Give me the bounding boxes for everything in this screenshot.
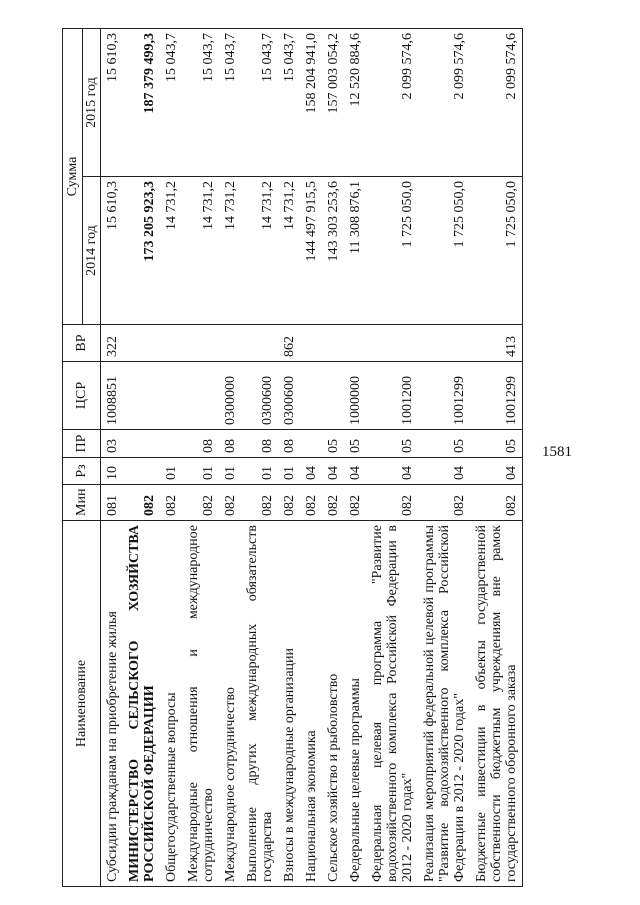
cell-pr: 05 (418, 430, 470, 458)
table-row (300, 29, 322, 887)
cell-rz: 04 (418, 458, 470, 485)
cell-rz: 04 (366, 458, 418, 485)
cell-pr: 08 (182, 430, 219, 458)
cell-min: 081 (101, 485, 124, 521)
cell-min: 082 (344, 485, 366, 521)
cell-min: 082 (182, 485, 219, 521)
cell-min: 082 (278, 485, 300, 521)
cell-rz: 01 (241, 458, 278, 485)
cell-vr (418, 325, 470, 362)
cell-csr: 1001299 (418, 362, 470, 430)
cell-csr: 0300600 (278, 362, 300, 430)
cell-sum-2014: 14 731,2 (278, 177, 300, 325)
cell-sum-2015: 2 099 574,6 (470, 29, 523, 177)
cell-vr (241, 325, 278, 362)
cell-rz: 04 (470, 458, 523, 485)
cell-sum-2015: 157 003 054,2 (322, 29, 344, 177)
rotated-page (62, 29, 532, 887)
cell-csr (182, 362, 219, 430)
cell-sum-2015: 15 610,3 (101, 29, 124, 177)
header-vr: ВР (63, 325, 101, 362)
cell-rz: 01 (160, 458, 182, 485)
cell-csr: 1000000 (344, 362, 366, 430)
cell-sum-2014: 1 725 050,0 (366, 177, 418, 325)
cell-pr: 08 (219, 430, 241, 458)
cell-name: Взносы в международные организации (278, 521, 300, 887)
cell-name: Бюджетные инвестиции в объекты государственной собственности бюджетным учреждениям вне рамок государственного оборонного заказа (470, 521, 523, 887)
cell-name: Национальная экономика (300, 521, 322, 887)
header-min: Мин (63, 485, 101, 521)
cell-sum-2014: 1 725 050,0 (470, 177, 523, 325)
cell-pr (160, 430, 182, 458)
cell-vr (160, 325, 182, 362)
cell-min: 082 (219, 485, 241, 521)
table-row (241, 29, 278, 887)
cell-vr: 413 (470, 325, 523, 362)
cell-name: Федеральная целевая программа "Развитие водохозяйственного комплекса Российской Федерации в 2012 - 2020 годах" (366, 521, 418, 887)
page-number: 1581 (542, 444, 572, 460)
cell-sum-2014: 14 731,2 (160, 177, 182, 325)
cell-name: Федеральные целевые программы (344, 521, 366, 887)
cell-min: 082 (241, 485, 278, 521)
cell-min: 082 (366, 485, 418, 521)
cell-csr: 1001299 (470, 362, 523, 430)
table-body (101, 29, 523, 887)
cell-csr (123, 362, 160, 430)
header-pr: ПР (63, 430, 101, 458)
cell-vr (344, 325, 366, 362)
cell-pr: 08 (241, 430, 278, 458)
cell-name: МИНИСТЕРСТВО СЕЛЬСКОГО ХОЗЯЙСТВА РОССИЙСКОЙ ФЕДЕРАЦИИ (123, 521, 160, 887)
cell-name: Реализация мероприятий федеральной целевой программы "Развитие водохозяйственного комплекса Российской Федерации в 2012 - 2020 годах" (418, 521, 470, 887)
header-2015: 2015 год (83, 29, 101, 177)
cell-sum-2015: 15 043,7 (278, 29, 300, 177)
cell-sum-2015: 158 204 941,0 (300, 29, 322, 177)
cell-pr: 05 (322, 430, 344, 458)
cell-name: Международное сотрудничество (219, 521, 241, 887)
cell-vr (322, 325, 344, 362)
cell-rz: 04 (344, 458, 366, 485)
cell-rz: 04 (322, 458, 344, 485)
table-row (160, 29, 182, 887)
cell-name: Субсидии гражданам на приобретение жилья (101, 521, 124, 887)
cell-csr: 0300000 (219, 362, 241, 430)
cell-vr: 322 (101, 325, 124, 362)
cell-vr (366, 325, 418, 362)
cell-vr (123, 325, 160, 362)
header-sum: Сумма (63, 29, 83, 325)
cell-rz: 04 (300, 458, 322, 485)
cell-pr: 05 (470, 430, 523, 458)
header-rz: Рз (63, 458, 101, 485)
header-name: Наименование (63, 521, 101, 887)
cell-name: Международные отношения и международное сотрудничество (182, 521, 219, 887)
cell-sum-2015: 2 099 574,6 (418, 29, 470, 177)
cell-name: Выполнение других международных обязательств государства (241, 521, 278, 887)
cell-rz (123, 458, 160, 485)
cell-sum-2015: 12 520 884,6 (344, 29, 366, 177)
cell-vr (219, 325, 241, 362)
table-row (123, 29, 160, 887)
table-row (366, 29, 418, 887)
cell-pr (300, 430, 322, 458)
cell-min: 082 (322, 485, 344, 521)
cell-sum-2014: 14 731,2 (241, 177, 278, 325)
table-row (418, 29, 470, 887)
cell-vr (300, 325, 322, 362)
cell-sum-2015: 2 099 574,6 (366, 29, 418, 177)
cell-name: Общегосударственные вопросы (160, 521, 182, 887)
cell-rz: 01 (182, 458, 219, 485)
header-csr: ЦСР (63, 362, 101, 430)
cell-csr (160, 362, 182, 430)
cell-csr (300, 362, 322, 430)
table-row (278, 29, 300, 887)
cell-sum-2015: 15 043,7 (219, 29, 241, 177)
cell-sum-2014: 14 731,2 (219, 177, 241, 325)
cell-sum-2014: 11 308 876,1 (344, 177, 366, 325)
table-row (322, 29, 344, 887)
cell-name: Сельское хозяйство и рыболовство (322, 521, 344, 887)
cell-vr (182, 325, 219, 362)
cell-sum-2014: 14 731,2 (182, 177, 219, 325)
cell-sum-2014: 173 205 923,3 (123, 177, 160, 325)
cell-sum-2014: 143 303 253,6 (322, 177, 344, 325)
cell-min: 082 (418, 485, 470, 521)
cell-pr: 08 (278, 430, 300, 458)
cell-sum-2015: 187 379 499,3 (123, 29, 160, 177)
table-row (101, 29, 124, 887)
cell-sum-2014: 15 610,3 (101, 177, 124, 325)
cell-sum-2015: 15 043,7 (182, 29, 219, 177)
cell-pr: 05 (344, 430, 366, 458)
cell-rz: 01 (278, 458, 300, 485)
header-2014: 2014 год (83, 177, 101, 325)
cell-csr: 0300600 (241, 362, 278, 430)
cell-pr: 03 (101, 430, 124, 458)
table-row (470, 29, 523, 887)
cell-csr (322, 362, 344, 430)
cell-pr (123, 430, 160, 458)
cell-sum-2014: 144 497 915,5 (300, 177, 322, 325)
cell-csr: 1001200 (366, 362, 418, 430)
cell-pr: 05 (366, 430, 418, 458)
cell-min: 082 (300, 485, 322, 521)
table-header (63, 29, 101, 887)
budget-table (62, 28, 523, 887)
table-row (182, 29, 219, 887)
cell-rz: 10 (101, 458, 124, 485)
cell-sum-2015: 15 043,7 (241, 29, 278, 177)
cell-sum-2015: 15 043,7 (160, 29, 182, 177)
table-row (219, 29, 241, 887)
cell-sum-2014: 1 725 050,0 (418, 177, 470, 325)
cell-min: 082 (160, 485, 182, 521)
table-row (344, 29, 366, 887)
cell-min: 082 (470, 485, 523, 521)
cell-csr: 1008851 (101, 362, 124, 430)
cell-rz: 01 (219, 458, 241, 485)
cell-min: 082 (123, 485, 160, 521)
cell-vr: 862 (278, 325, 300, 362)
